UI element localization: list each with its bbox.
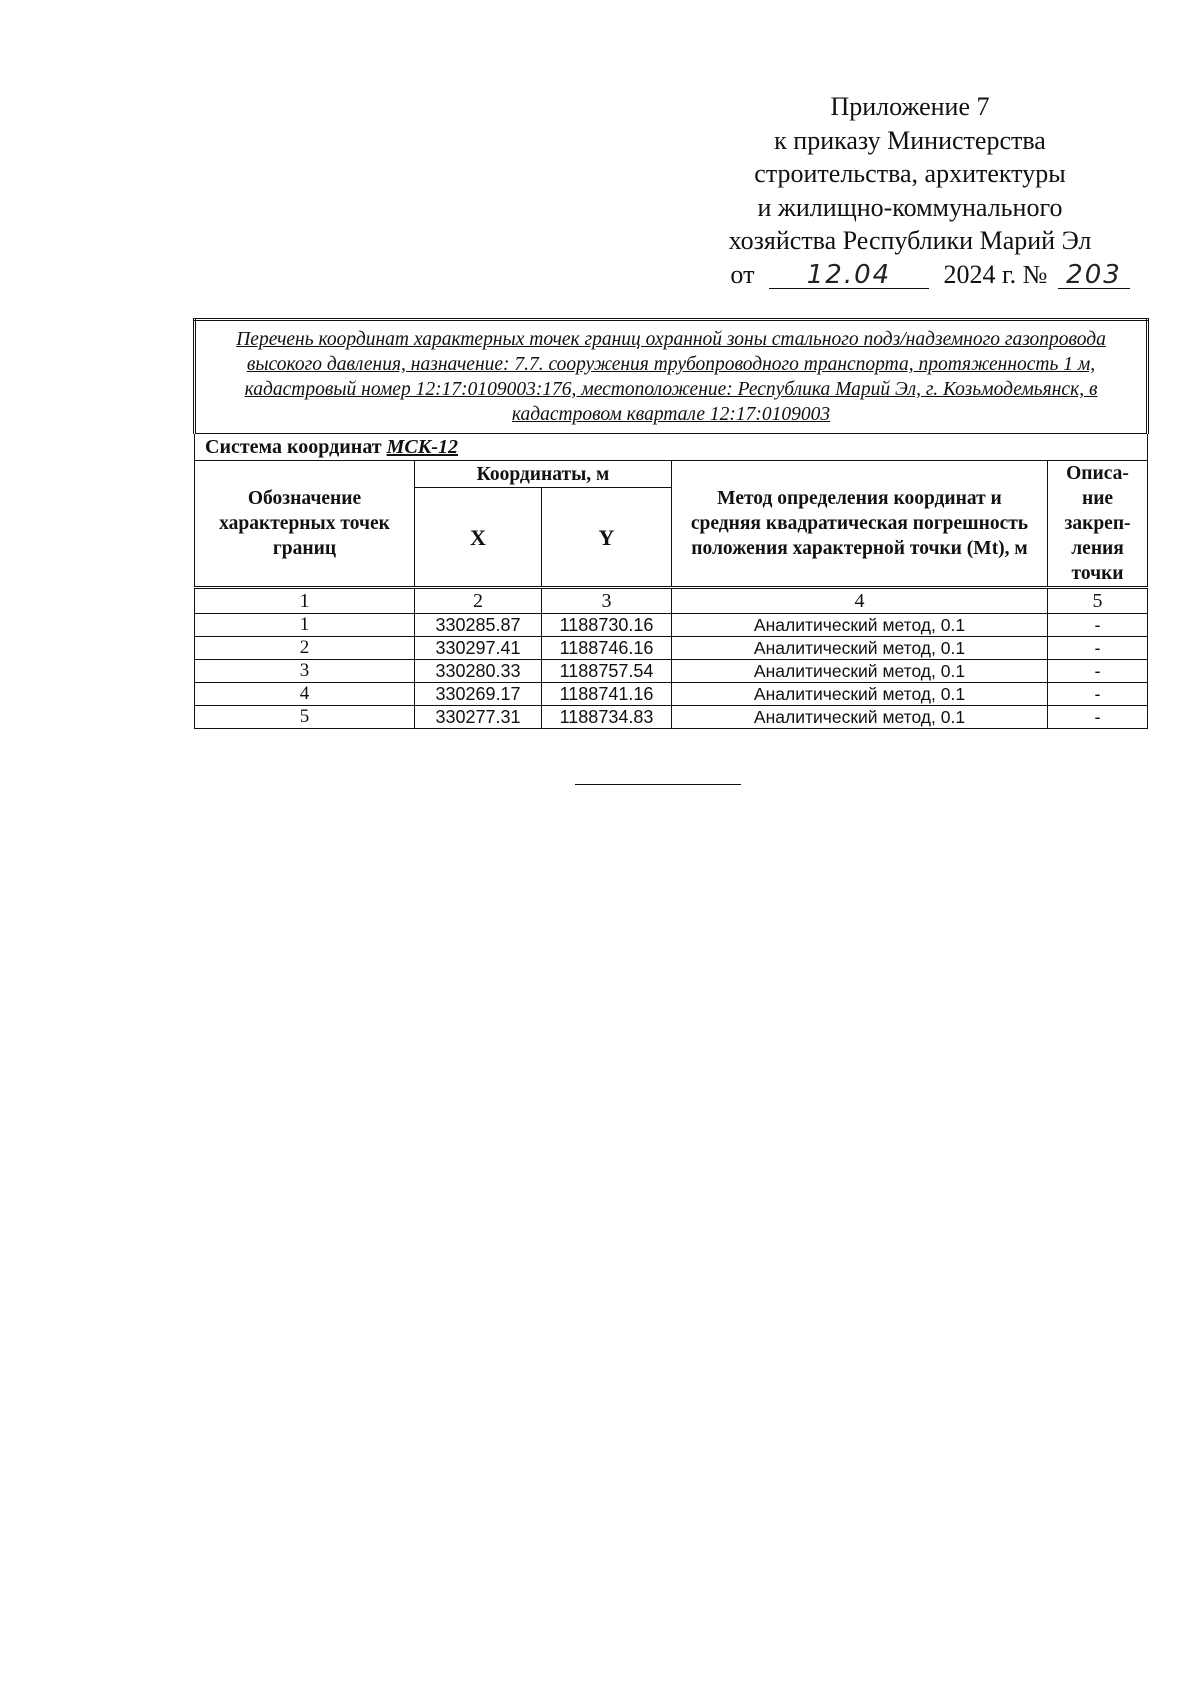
coordinate-system-value: МСК-12 [386,435,458,458]
approval-header [690,90,1130,291]
table-row [195,637,1148,660]
coordinates-table [193,318,1149,729]
point-id: 2 [195,637,415,660]
y-value: 1188757.54 [542,660,672,683]
method-value: Аналитический метод, 0.1 [672,683,1048,706]
header-row-1 [195,461,1148,488]
coordinate-system [195,434,1148,461]
year-text: 2024 г. № [943,259,1048,289]
column-number-row [195,588,1148,614]
order-reference-line: к приказу Министерства [774,125,1046,155]
description-value: - [1048,637,1148,660]
point-id: 4 [195,683,415,706]
ministry-line-3: хозяйства Республики Марий Эл [728,226,1092,255]
description-value: - [1048,660,1148,683]
point-id: 1 [195,614,415,637]
date-prefix: от [730,259,755,289]
column-number: 1 [195,588,415,614]
table-row [195,706,1148,729]
column-number: 5 [1048,588,1148,614]
column-number: 2 [415,588,542,614]
table-row [195,614,1148,637]
header-method: Метод определения координат и средняя квадратическая погрешность положения характерной точки (Mt), м [672,461,1048,588]
ministry-line-1: строительства, архитектуры [754,159,1066,188]
table-title: Перечень координат характерных точек границ охранной зоны стального подз/надземного газопровода высокого давления, назначение: 7.7. сооружения трубопроводного транспорта, протяженность 1 м, кадастровый номер 12:17:0109003:176, местоположение: Республика Марий Эл, г. Козьмодемьянск, в кадастровом квартале 12:17:0109003 [195,320,1148,434]
table-title-row [195,320,1148,434]
x-value: 330297.41 [415,637,542,660]
handwritten-order-number: 203 [1058,262,1130,289]
description-value: - [1048,614,1148,637]
x-value: 330285.87 [415,614,542,637]
y-value: 1188741.16 [542,683,672,706]
coordinate-system-row [195,434,1148,461]
end-divider [575,784,741,785]
y-value: 1188734.83 [542,706,672,729]
method-value: Аналитический метод, 0.1 [672,637,1048,660]
description-value: - [1048,706,1148,729]
y-value: 1188730.16 [542,614,672,637]
point-id: 5 [195,706,415,729]
order-date-line [690,258,1130,292]
appendix-title: Приложение 7 [830,92,990,121]
column-number: 3 [542,588,672,614]
x-value: 330280.33 [415,660,542,683]
method-value: Аналитический метод, 0.1 [672,706,1048,729]
header-description: Описа-ние закреп-ления точки [1048,461,1148,588]
header-x: X [415,488,542,588]
ministry-line-2: и жилищно-коммунального [757,192,1063,222]
table-row [195,683,1148,706]
table-row [195,660,1148,683]
method-value: Аналитический метод, 0.1 [672,660,1048,683]
header-coordinates: Координаты, м [415,461,672,488]
point-id: 3 [195,660,415,683]
handwritten-date: 12.04 [769,262,929,289]
column-number: 4 [672,588,1048,614]
header-designation: Обозначение характерных точек границ [195,461,415,588]
y-value: 1188746.16 [542,637,672,660]
description-value: - [1048,683,1148,706]
header-y: Y [542,488,672,588]
x-value: 330277.31 [415,706,542,729]
x-value: 330269.17 [415,683,542,706]
method-value: Аналитический метод, 0.1 [672,614,1048,637]
coordinate-system-label: Система координат [205,435,382,458]
